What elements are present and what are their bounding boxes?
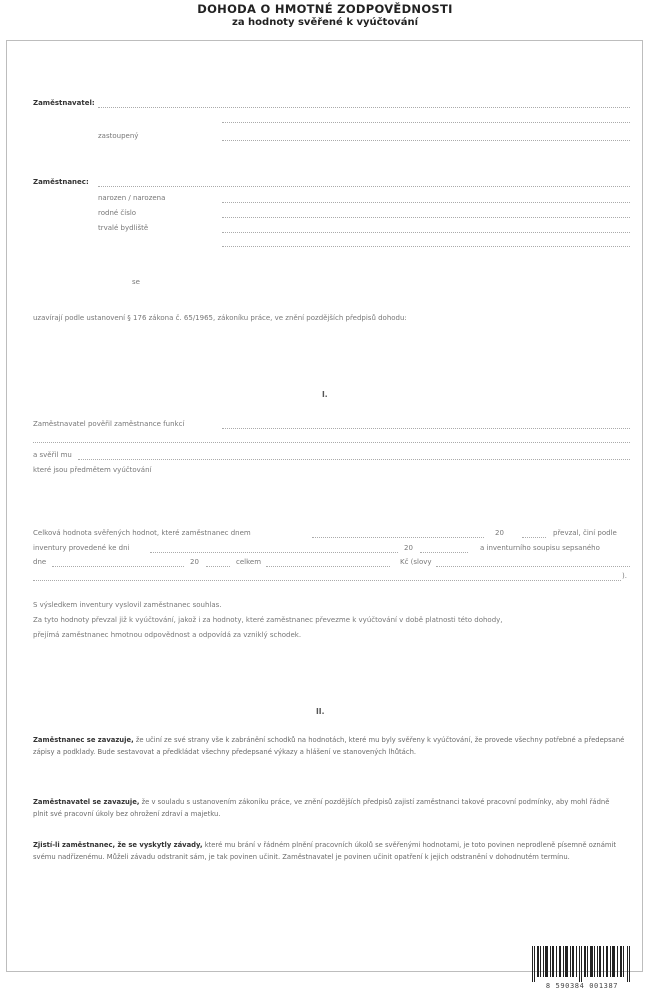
- year-prefix-c: 20: [190, 558, 199, 566]
- employee-obligation-paragraph: [33, 735, 625, 758]
- employee-field[interactable]: [98, 186, 630, 187]
- employee-label: Zaměstnanec:: [33, 178, 89, 186]
- function-field[interactable]: [222, 428, 630, 429]
- document-title: DOHODA O HMOTNÉ ZODPOVĚDNOSTI: [197, 2, 453, 16]
- residence-label: trvalé bydliště: [98, 224, 149, 232]
- employer-address-field[interactable]: [222, 122, 630, 123]
- employer-obligation-lead: Zaměstnavatel se zavazuje,: [33, 798, 140, 806]
- takeover-date-field[interactable]: [312, 537, 484, 538]
- amount-words-field-2[interactable]: [33, 580, 621, 581]
- total-label: celkem: [236, 558, 262, 566]
- represented-field[interactable]: [222, 140, 630, 141]
- total-amount-field[interactable]: [266, 566, 390, 567]
- and-label: se: [132, 278, 140, 286]
- close-paren: ).: [622, 572, 627, 580]
- inventory-date-field[interactable]: [150, 552, 398, 553]
- responsibility-text-1: Za tyto hodnoty převzal již k vyúčtování, jakož i za hodnoty, které zaměstnanec převezme k vyúčtování v době platnosti této dohody,: [33, 616, 503, 624]
- defects-paragraph: [33, 840, 625, 863]
- amount-words-field[interactable]: [436, 566, 630, 567]
- defects-lead: Zjistí-li zaměstnanec, že se vyskytly závady,: [33, 841, 203, 849]
- employee-obligation-lead: Zaměstnanec se zavazuje,: [33, 736, 134, 744]
- inventory-date-label: inventury provedené ke dni: [33, 544, 130, 552]
- year-prefix-b: 20: [404, 544, 413, 552]
- section-1-heading: I.: [322, 390, 328, 399]
- list-year-field[interactable]: [206, 566, 230, 567]
- employer-label: Zaměstnavatel:: [33, 99, 95, 107]
- defects-text: které mu brání v řádném plnění pracovních úkolů se svěřenými hodnotami, je toto povinen neprodleně písemně oznámit svému nadřízenému. Můželi závadu odstranit sám, je tak povinen učinit. Zaměstnavatel je povinen učinit opatření k jejich odstranění v dohodnutém termínu.: [33, 841, 617, 861]
- residence-field-2[interactable]: [222, 246, 630, 247]
- barcode-bars: [532, 946, 632, 982]
- document-header: [0, 2, 650, 30]
- function-field-2[interactable]: [33, 442, 630, 443]
- agreement-intro: uzavírají podle ustanovení § 176 zákona č. 65/1965, zákoníku práce, ve znění pozdějších předpisů dohodu:: [33, 314, 407, 322]
- employee-obligation-text: že učiní ze své strany vše k zabránění schodků na hodnotách, které mu byly svěřeny k vyúčtování, že provede všechny potřebné a předepsané zápisy a podklady. Bude sestavovat a předkládat všechny předepsané výkazy a hlášení ve stanovených lhůtách.: [33, 736, 625, 756]
- represented-label: zastoupený: [98, 132, 139, 140]
- inventory-result-text: S výsledkem inventury vyslovil zaměstnanec souhlas.: [33, 601, 222, 609]
- function-label: Zaměstnavatel pověřil zaměstnance funkcí: [33, 420, 185, 428]
- born-label: narozen / narozena: [98, 194, 166, 202]
- document-subtitle: za hodnoty svěřené k vyúčtování: [232, 17, 418, 28]
- barcode: [532, 946, 632, 982]
- born-field[interactable]: [222, 202, 630, 203]
- form-frame: [6, 40, 643, 972]
- currency-label: Kč (slovy: [400, 558, 432, 566]
- section-2-heading: II.: [316, 707, 325, 716]
- total-value-label: Celková hodnota svěřených hodnot, které zaměstnanec dnem: [33, 529, 251, 537]
- takeover-year-field[interactable]: [522, 537, 546, 538]
- employer-field[interactable]: [98, 107, 630, 108]
- birth-number-field[interactable]: [222, 217, 630, 218]
- employer-obligation-paragraph: [33, 797, 625, 820]
- list-date-field[interactable]: [52, 566, 184, 567]
- employer-obligation-text: že v souladu s ustanovením zákoníku práce, ve znění pozdějších předpisů zajistí zaměstnanci takové pracovní podmínky, aby mohl řádně plnit své pracovní úkoly bez ohrožení zdraví a majetku.: [33, 798, 610, 818]
- barcode-number: 8 590384 001387: [545, 982, 619, 990]
- entrusted-label: a svěřil mu: [33, 451, 72, 459]
- entrusted-field[interactable]: [78, 459, 630, 460]
- birth-number-label: rodné číslo: [98, 209, 137, 217]
- took-over-label: převzal, činí podle: [553, 529, 617, 537]
- subject-label: které jsou předmětem vyúčtování: [33, 466, 152, 474]
- year-prefix-a: 20: [495, 529, 504, 537]
- date-prefix-label: dne: [33, 558, 47, 566]
- residence-field[interactable]: [222, 232, 630, 233]
- inventory-year-field[interactable]: [420, 552, 468, 553]
- responsibility-text-2: přejímá zaměstnanec hmotnou odpovědnost a odpovídá za vzniklý schodek.: [33, 631, 302, 639]
- inventory-list-label: a inventurního soupisu sepsaného: [480, 544, 600, 552]
